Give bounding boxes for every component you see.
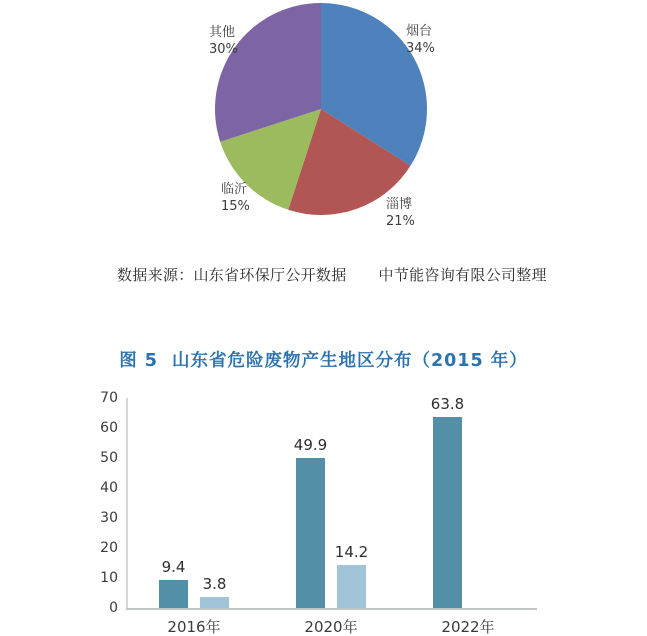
x-axis-category-label: 2016年: [167, 618, 221, 636]
pie-chart: [0, 0, 647, 250]
y-axis-tick-label: 60: [100, 420, 118, 436]
y-axis-tick-label: 40: [100, 480, 118, 496]
bar-value-label: 14.2: [334, 543, 369, 562]
bar-chart: [0, 388, 647, 636]
pie-label-value: 15%: [221, 199, 250, 214]
bar-value-label: 49.9: [293, 436, 328, 455]
y-axis-tick-label: 70: [100, 390, 118, 406]
bar-value-label: 3.8: [202, 574, 227, 593]
y-axis-tick-label: 30: [100, 510, 118, 526]
bar-value-label: 9.4: [161, 557, 186, 576]
figure-title: [0, 347, 647, 372]
pie-label-zibo: [386, 196, 415, 230]
y-axis-tick-label: 20: [100, 540, 118, 556]
figure-number: 图 5: [119, 351, 158, 371]
pie-label-qita: [209, 24, 238, 58]
bar-series-light-blue-2016年: [200, 597, 229, 608]
pie-label-yantai: [406, 23, 435, 57]
bar-series-light-blue-2020年: [337, 565, 366, 608]
y-axis-line: [126, 398, 128, 608]
bar-series-dark-teal-2022年: [433, 417, 462, 608]
figure-title-text: 山东省危险废物产生地区分布（2015 年）: [171, 351, 528, 371]
y-axis-tick-label: 0: [109, 600, 118, 616]
pie-label-name: 淄博: [386, 197, 413, 212]
y-axis-tick-label: 50: [100, 450, 118, 466]
pie-label-linyi: [221, 181, 250, 215]
x-axis-line: [126, 608, 537, 610]
pie-label-name: 烟台: [406, 24, 433, 39]
bar-series-dark-teal-2020年: [296, 458, 325, 608]
data-source-text: 数据来源：山东省环保厅公开数据: [117, 266, 347, 284]
x-axis-category-label: 2020年: [304, 618, 358, 636]
compiler-text: 中节能咨询有限公司整理: [378, 266, 547, 284]
pie-label-value: 30%: [209, 42, 238, 57]
pie-label-value: 21%: [386, 214, 415, 229]
data-source-note: [117, 264, 547, 285]
pie-label-name: 临沂: [221, 182, 248, 197]
y-axis-tick-label: 10: [100, 570, 118, 586]
pie-label-value: 34%: [406, 41, 435, 56]
pie-label-name: 其他: [209, 25, 236, 40]
x-axis-category-label: 2022年: [441, 618, 495, 636]
bar-value-label: 63.8: [430, 394, 465, 413]
